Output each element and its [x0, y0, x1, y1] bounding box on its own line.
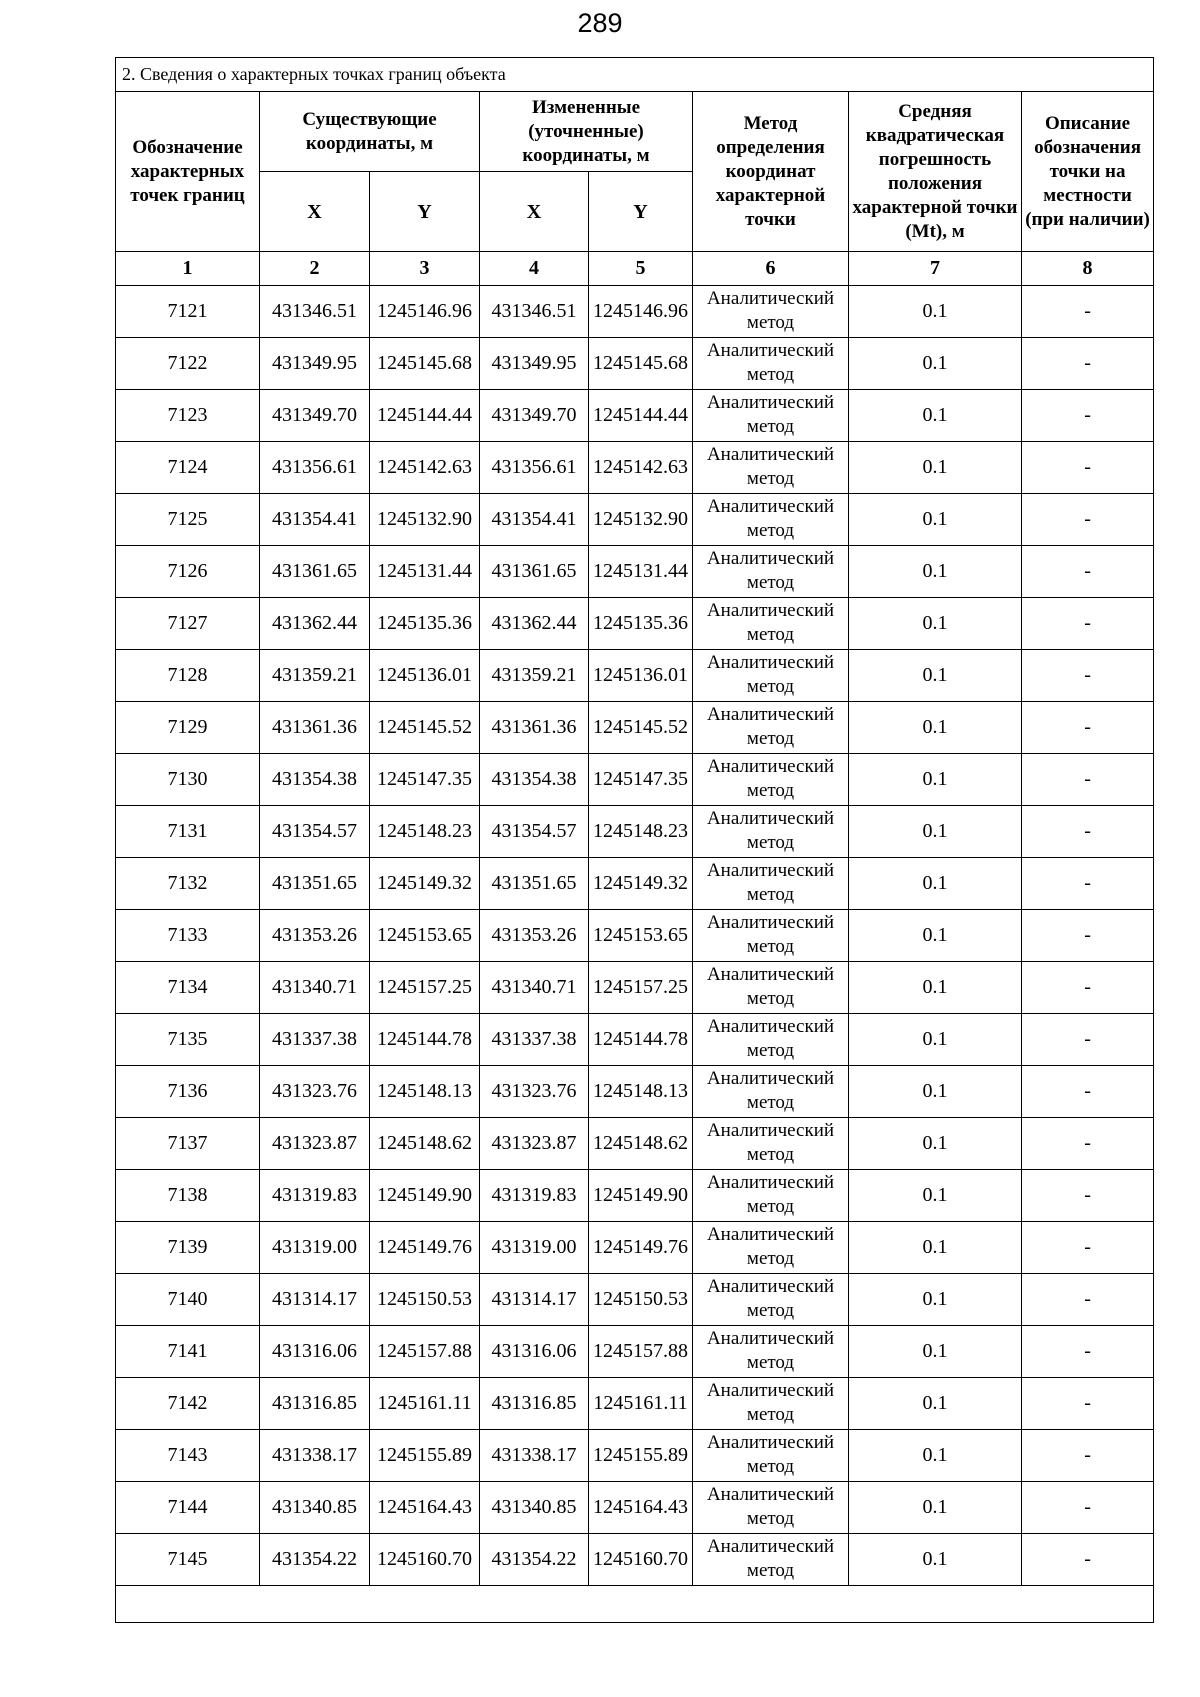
changed-x-cell: 431346.51: [480, 286, 589, 338]
changed-x-cell: 431323.76: [480, 1066, 589, 1118]
column-number: 5: [589, 252, 693, 286]
existing-x-cell: 431314.17: [260, 1274, 370, 1326]
changed-y-cell: 1245145.68: [589, 338, 693, 390]
error-cell: 0.1: [849, 650, 1022, 702]
point-id-cell: 7138: [116, 1170, 260, 1222]
description-cell: -: [1022, 650, 1154, 702]
existing-y-cell: 1245155.89: [370, 1430, 480, 1482]
point-id-cell: 7140: [116, 1274, 260, 1326]
header-changed-y: Y: [589, 172, 693, 252]
description-cell: -: [1022, 1014, 1154, 1066]
table-row: [116, 806, 1154, 858]
changed-x-cell: 431354.38: [480, 754, 589, 806]
empty-row: [116, 1586, 1154, 1623]
method-cell: Аналитический метод: [693, 1326, 849, 1378]
existing-y-cell: 1245136.01: [370, 650, 480, 702]
changed-x-cell: 431351.65: [480, 858, 589, 910]
description-cell: -: [1022, 1274, 1154, 1326]
method-cell: Аналитический метод: [693, 442, 849, 494]
table-row: [116, 1326, 1154, 1378]
changed-x-cell: 431362.44: [480, 598, 589, 650]
point-id-cell: 7129: [116, 702, 260, 754]
existing-x-cell: 431340.71: [260, 962, 370, 1014]
table-row: [116, 598, 1154, 650]
point-id-cell: 7131: [116, 806, 260, 858]
description-cell: -: [1022, 1066, 1154, 1118]
method-cell: Аналитический метод: [693, 806, 849, 858]
page-number: 289: [577, 8, 623, 38]
header-error: Средняя квадратическая погрешность положения характерной точки (Mt), м: [849, 92, 1022, 252]
method-cell: Аналитический метод: [693, 1482, 849, 1534]
existing-y-cell: 1245145.52: [370, 702, 480, 754]
error-cell: 0.1: [849, 1378, 1022, 1430]
changed-x-cell: 431337.38: [480, 1014, 589, 1066]
point-id-cell: 7126: [116, 546, 260, 598]
point-id-cell: 7123: [116, 390, 260, 442]
error-cell: 0.1: [849, 806, 1022, 858]
existing-x-cell: 431354.57: [260, 806, 370, 858]
error-cell: 0.1: [849, 1534, 1022, 1586]
changed-y-cell: 1245148.62: [589, 1118, 693, 1170]
error-cell: 0.1: [849, 962, 1022, 1014]
column-number: 1: [116, 252, 260, 286]
changed-x-cell: 431316.85: [480, 1378, 589, 1430]
description-cell: -: [1022, 962, 1154, 1014]
changed-x-cell: 431340.85: [480, 1482, 589, 1534]
existing-y-cell: 1245157.88: [370, 1326, 480, 1378]
error-cell: 0.1: [849, 286, 1022, 338]
changed-y-cell: 1245149.32: [589, 858, 693, 910]
point-id-cell: 7125: [116, 494, 260, 546]
description-cell: -: [1022, 286, 1154, 338]
existing-y-cell: 1245132.90: [370, 494, 480, 546]
method-cell: Аналитический метод: [693, 962, 849, 1014]
table-row: [116, 1170, 1154, 1222]
existing-x-cell: 431316.06: [260, 1326, 370, 1378]
changed-x-cell: 431354.41: [480, 494, 589, 546]
description-cell: -: [1022, 546, 1154, 598]
existing-y-cell: 1245153.65: [370, 910, 480, 962]
header-method: Метод определения координат характерной точки: [693, 92, 849, 252]
existing-y-cell: 1245148.23: [370, 806, 480, 858]
point-id-cell: 7144: [116, 1482, 260, 1534]
column-number: 6: [693, 252, 849, 286]
header-changed-x: X: [480, 172, 589, 252]
error-cell: 0.1: [849, 1274, 1022, 1326]
changed-y-cell: 1245148.23: [589, 806, 693, 858]
method-cell: Аналитический метод: [693, 286, 849, 338]
point-id-cell: 7132: [116, 858, 260, 910]
existing-x-cell: 431349.95: [260, 338, 370, 390]
existing-y-cell: 1245146.96: [370, 286, 480, 338]
error-cell: 0.1: [849, 442, 1022, 494]
method-cell: Аналитический метод: [693, 1170, 849, 1222]
existing-x-cell: 431361.65: [260, 546, 370, 598]
method-cell: Аналитический метод: [693, 598, 849, 650]
existing-y-cell: 1245148.62: [370, 1118, 480, 1170]
point-id-cell: 7139: [116, 1222, 260, 1274]
method-cell: Аналитический метод: [693, 1274, 849, 1326]
header-row: [116, 92, 1154, 172]
existing-y-cell: 1245149.76: [370, 1222, 480, 1274]
changed-y-cell: 1245142.63: [589, 442, 693, 494]
point-id-cell: 7137: [116, 1118, 260, 1170]
method-cell: Аналитический метод: [693, 1014, 849, 1066]
existing-y-cell: 1245150.53: [370, 1274, 480, 1326]
existing-x-cell: 431356.61: [260, 442, 370, 494]
description-cell: -: [1022, 1482, 1154, 1534]
empty-cell: [116, 1586, 1154, 1623]
point-id-cell: 7136: [116, 1066, 260, 1118]
header-point-designation: Обозначение характерных точек границ: [116, 92, 260, 252]
header-changed-coords: Измененные (уточненные) координаты, м: [480, 92, 693, 172]
changed-x-cell: 431359.21: [480, 650, 589, 702]
point-id-cell: 7133: [116, 910, 260, 962]
error-cell: 0.1: [849, 1482, 1022, 1534]
error-cell: 0.1: [849, 494, 1022, 546]
existing-x-cell: 431354.41: [260, 494, 370, 546]
table-row: [116, 650, 1154, 702]
point-id-cell: 7122: [116, 338, 260, 390]
column-numbers-row: [116, 252, 1154, 286]
changed-x-cell: 431319.00: [480, 1222, 589, 1274]
column-number: 4: [480, 252, 589, 286]
description-cell: -: [1022, 390, 1154, 442]
error-cell: 0.1: [849, 1326, 1022, 1378]
table-row: [116, 1534, 1154, 1586]
method-cell: Аналитический метод: [693, 1534, 849, 1586]
error-cell: 0.1: [849, 1014, 1022, 1066]
description-cell: -: [1022, 754, 1154, 806]
method-cell: Аналитический метод: [693, 858, 849, 910]
existing-x-cell: 431316.85: [260, 1378, 370, 1430]
description-cell: -: [1022, 1378, 1154, 1430]
description-cell: -: [1022, 1326, 1154, 1378]
column-number: 3: [370, 252, 480, 286]
changed-y-cell: 1245155.89: [589, 1430, 693, 1482]
existing-y-cell: 1245135.36: [370, 598, 480, 650]
existing-y-cell: 1245164.43: [370, 1482, 480, 1534]
changed-x-cell: 431340.71: [480, 962, 589, 1014]
header-existing-x: X: [260, 172, 370, 252]
changed-y-cell: 1245157.25: [589, 962, 693, 1014]
changed-x-cell: 431354.22: [480, 1534, 589, 1586]
point-id-cell: 7142: [116, 1378, 260, 1430]
section-title-row: [116, 58, 1154, 92]
point-id-cell: 7141: [116, 1326, 260, 1378]
point-id-cell: 7143: [116, 1430, 260, 1482]
changed-x-cell: 431316.06: [480, 1326, 589, 1378]
changed-x-cell: 431338.17: [480, 1430, 589, 1482]
existing-x-cell: 431354.22: [260, 1534, 370, 1586]
table-row: [116, 1066, 1154, 1118]
table-row: [116, 858, 1154, 910]
changed-y-cell: 1245131.44: [589, 546, 693, 598]
existing-x-cell: 431359.21: [260, 650, 370, 702]
description-cell: -: [1022, 702, 1154, 754]
description-cell: -: [1022, 1534, 1154, 1586]
description-cell: -: [1022, 858, 1154, 910]
description-cell: -: [1022, 806, 1154, 858]
method-cell: Аналитический метод: [693, 546, 849, 598]
error-cell: 0.1: [849, 1066, 1022, 1118]
point-id-cell: 7145: [116, 1534, 260, 1586]
existing-x-cell: 431351.65: [260, 858, 370, 910]
error-cell: 0.1: [849, 702, 1022, 754]
method-cell: Аналитический метод: [693, 338, 849, 390]
existing-y-cell: 1245142.63: [370, 442, 480, 494]
existing-y-cell: 1245148.13: [370, 1066, 480, 1118]
existing-x-cell: 431361.36: [260, 702, 370, 754]
changed-x-cell: 431354.57: [480, 806, 589, 858]
point-id-cell: 7134: [116, 962, 260, 1014]
existing-y-cell: 1245149.32: [370, 858, 480, 910]
changed-y-cell: 1245144.44: [589, 390, 693, 442]
existing-x-cell: 431362.44: [260, 598, 370, 650]
column-number: 8: [1022, 252, 1154, 286]
table-row: [116, 1014, 1154, 1066]
existing-x-cell: 431354.38: [260, 754, 370, 806]
table-row: [116, 494, 1154, 546]
table-row: [116, 910, 1154, 962]
existing-x-cell: 431319.83: [260, 1170, 370, 1222]
error-cell: 0.1: [849, 910, 1022, 962]
method-cell: Аналитический метод: [693, 754, 849, 806]
column-number: 2: [260, 252, 370, 286]
existing-x-cell: 431346.51: [260, 286, 370, 338]
table-row: [116, 1222, 1154, 1274]
table-row: [116, 1118, 1154, 1170]
changed-y-cell: 1245146.96: [589, 286, 693, 338]
table-row: [116, 962, 1154, 1014]
description-cell: -: [1022, 1222, 1154, 1274]
changed-y-cell: 1245153.65: [589, 910, 693, 962]
description-cell: -: [1022, 1170, 1154, 1222]
changed-y-cell: 1245150.53: [589, 1274, 693, 1326]
description-cell: -: [1022, 598, 1154, 650]
error-cell: 0.1: [849, 1430, 1022, 1482]
method-cell: Аналитический метод: [693, 702, 849, 754]
table-row: [116, 1378, 1154, 1430]
method-cell: Аналитический метод: [693, 1378, 849, 1430]
changed-y-cell: 1245164.43: [589, 1482, 693, 1534]
existing-y-cell: 1245131.44: [370, 546, 480, 598]
changed-y-cell: 1245145.52: [589, 702, 693, 754]
method-cell: Аналитический метод: [693, 1430, 849, 1482]
existing-x-cell: 431337.38: [260, 1014, 370, 1066]
existing-x-cell: 431323.87: [260, 1118, 370, 1170]
error-cell: 0.1: [849, 338, 1022, 390]
column-number: 7: [849, 252, 1022, 286]
table-row: [116, 1274, 1154, 1326]
existing-x-cell: 431323.76: [260, 1066, 370, 1118]
changed-x-cell: 431361.36: [480, 702, 589, 754]
boundary-points-table: [115, 57, 1154, 1623]
method-cell: Аналитический метод: [693, 1066, 849, 1118]
changed-y-cell: 1245149.76: [589, 1222, 693, 1274]
existing-y-cell: 1245149.90: [370, 1170, 480, 1222]
method-cell: Аналитический метод: [693, 650, 849, 702]
description-cell: -: [1022, 494, 1154, 546]
changed-y-cell: 1245132.90: [589, 494, 693, 546]
changed-y-cell: 1245135.36: [589, 598, 693, 650]
method-cell: Аналитический метод: [693, 910, 849, 962]
existing-x-cell: 431353.26: [260, 910, 370, 962]
table-row: [116, 546, 1154, 598]
table-row: [116, 390, 1154, 442]
existing-y-cell: 1245157.25: [370, 962, 480, 1014]
header-description: Описание обозначения точки на местности (при наличии): [1022, 92, 1154, 252]
changed-y-cell: 1245136.01: [589, 650, 693, 702]
table-body: [116, 286, 1154, 1623]
error-cell: 0.1: [849, 1170, 1022, 1222]
changed-x-cell: 431349.95: [480, 338, 589, 390]
changed-y-cell: 1245160.70: [589, 1534, 693, 1586]
existing-y-cell: 1245144.44: [370, 390, 480, 442]
existing-y-cell: 1245161.11: [370, 1378, 480, 1430]
existing-y-cell: 1245160.70: [370, 1534, 480, 1586]
description-cell: -: [1022, 338, 1154, 390]
error-cell: 0.1: [849, 1222, 1022, 1274]
error-cell: 0.1: [849, 598, 1022, 650]
point-id-cell: 7128: [116, 650, 260, 702]
changed-x-cell: 431353.26: [480, 910, 589, 962]
changed-x-cell: 431319.83: [480, 1170, 589, 1222]
existing-y-cell: 1245145.68: [370, 338, 480, 390]
table-row: [116, 1482, 1154, 1534]
point-id-cell: 7124: [116, 442, 260, 494]
table-row: [116, 702, 1154, 754]
changed-x-cell: 431323.87: [480, 1118, 589, 1170]
description-cell: -: [1022, 1430, 1154, 1482]
changed-x-cell: 431349.70: [480, 390, 589, 442]
changed-y-cell: 1245157.88: [589, 1326, 693, 1378]
existing-x-cell: 431319.00: [260, 1222, 370, 1274]
existing-x-cell: 431349.70: [260, 390, 370, 442]
error-cell: 0.1: [849, 1118, 1022, 1170]
changed-y-cell: 1245148.13: [589, 1066, 693, 1118]
method-cell: Аналитический метод: [693, 1118, 849, 1170]
existing-x-cell: 431340.85: [260, 1482, 370, 1534]
table-row: [116, 442, 1154, 494]
header-existing-coords: Существующие координаты, м: [260, 92, 480, 172]
method-cell: Аналитический метод: [693, 1222, 849, 1274]
changed-y-cell: 1245149.90: [589, 1170, 693, 1222]
table-row: [116, 1430, 1154, 1482]
changed-y-cell: 1245147.35: [589, 754, 693, 806]
changed-y-cell: 1245144.78: [589, 1014, 693, 1066]
table-row: [116, 338, 1154, 390]
description-cell: -: [1022, 1118, 1154, 1170]
error-cell: 0.1: [849, 754, 1022, 806]
existing-y-cell: 1245147.35: [370, 754, 480, 806]
existing-x-cell: 431338.17: [260, 1430, 370, 1482]
error-cell: 0.1: [849, 546, 1022, 598]
changed-y-cell: 1245161.11: [589, 1378, 693, 1430]
method-cell: Аналитический метод: [693, 494, 849, 546]
method-cell: Аналитический метод: [693, 390, 849, 442]
changed-x-cell: 431356.61: [480, 442, 589, 494]
header-existing-y: Y: [370, 172, 480, 252]
table-row: [116, 286, 1154, 338]
error-cell: 0.1: [849, 390, 1022, 442]
point-id-cell: 7127: [116, 598, 260, 650]
point-id-cell: 7121: [116, 286, 260, 338]
existing-y-cell: 1245144.78: [370, 1014, 480, 1066]
description-cell: -: [1022, 910, 1154, 962]
point-id-cell: 7135: [116, 1014, 260, 1066]
table-row: [116, 754, 1154, 806]
changed-x-cell: 431361.65: [480, 546, 589, 598]
section-title: 2. Сведения о характерных точках границ объекта: [116, 58, 1154, 92]
changed-x-cell: 431314.17: [480, 1274, 589, 1326]
point-id-cell: 7130: [116, 754, 260, 806]
error-cell: 0.1: [849, 858, 1022, 910]
description-cell: -: [1022, 442, 1154, 494]
